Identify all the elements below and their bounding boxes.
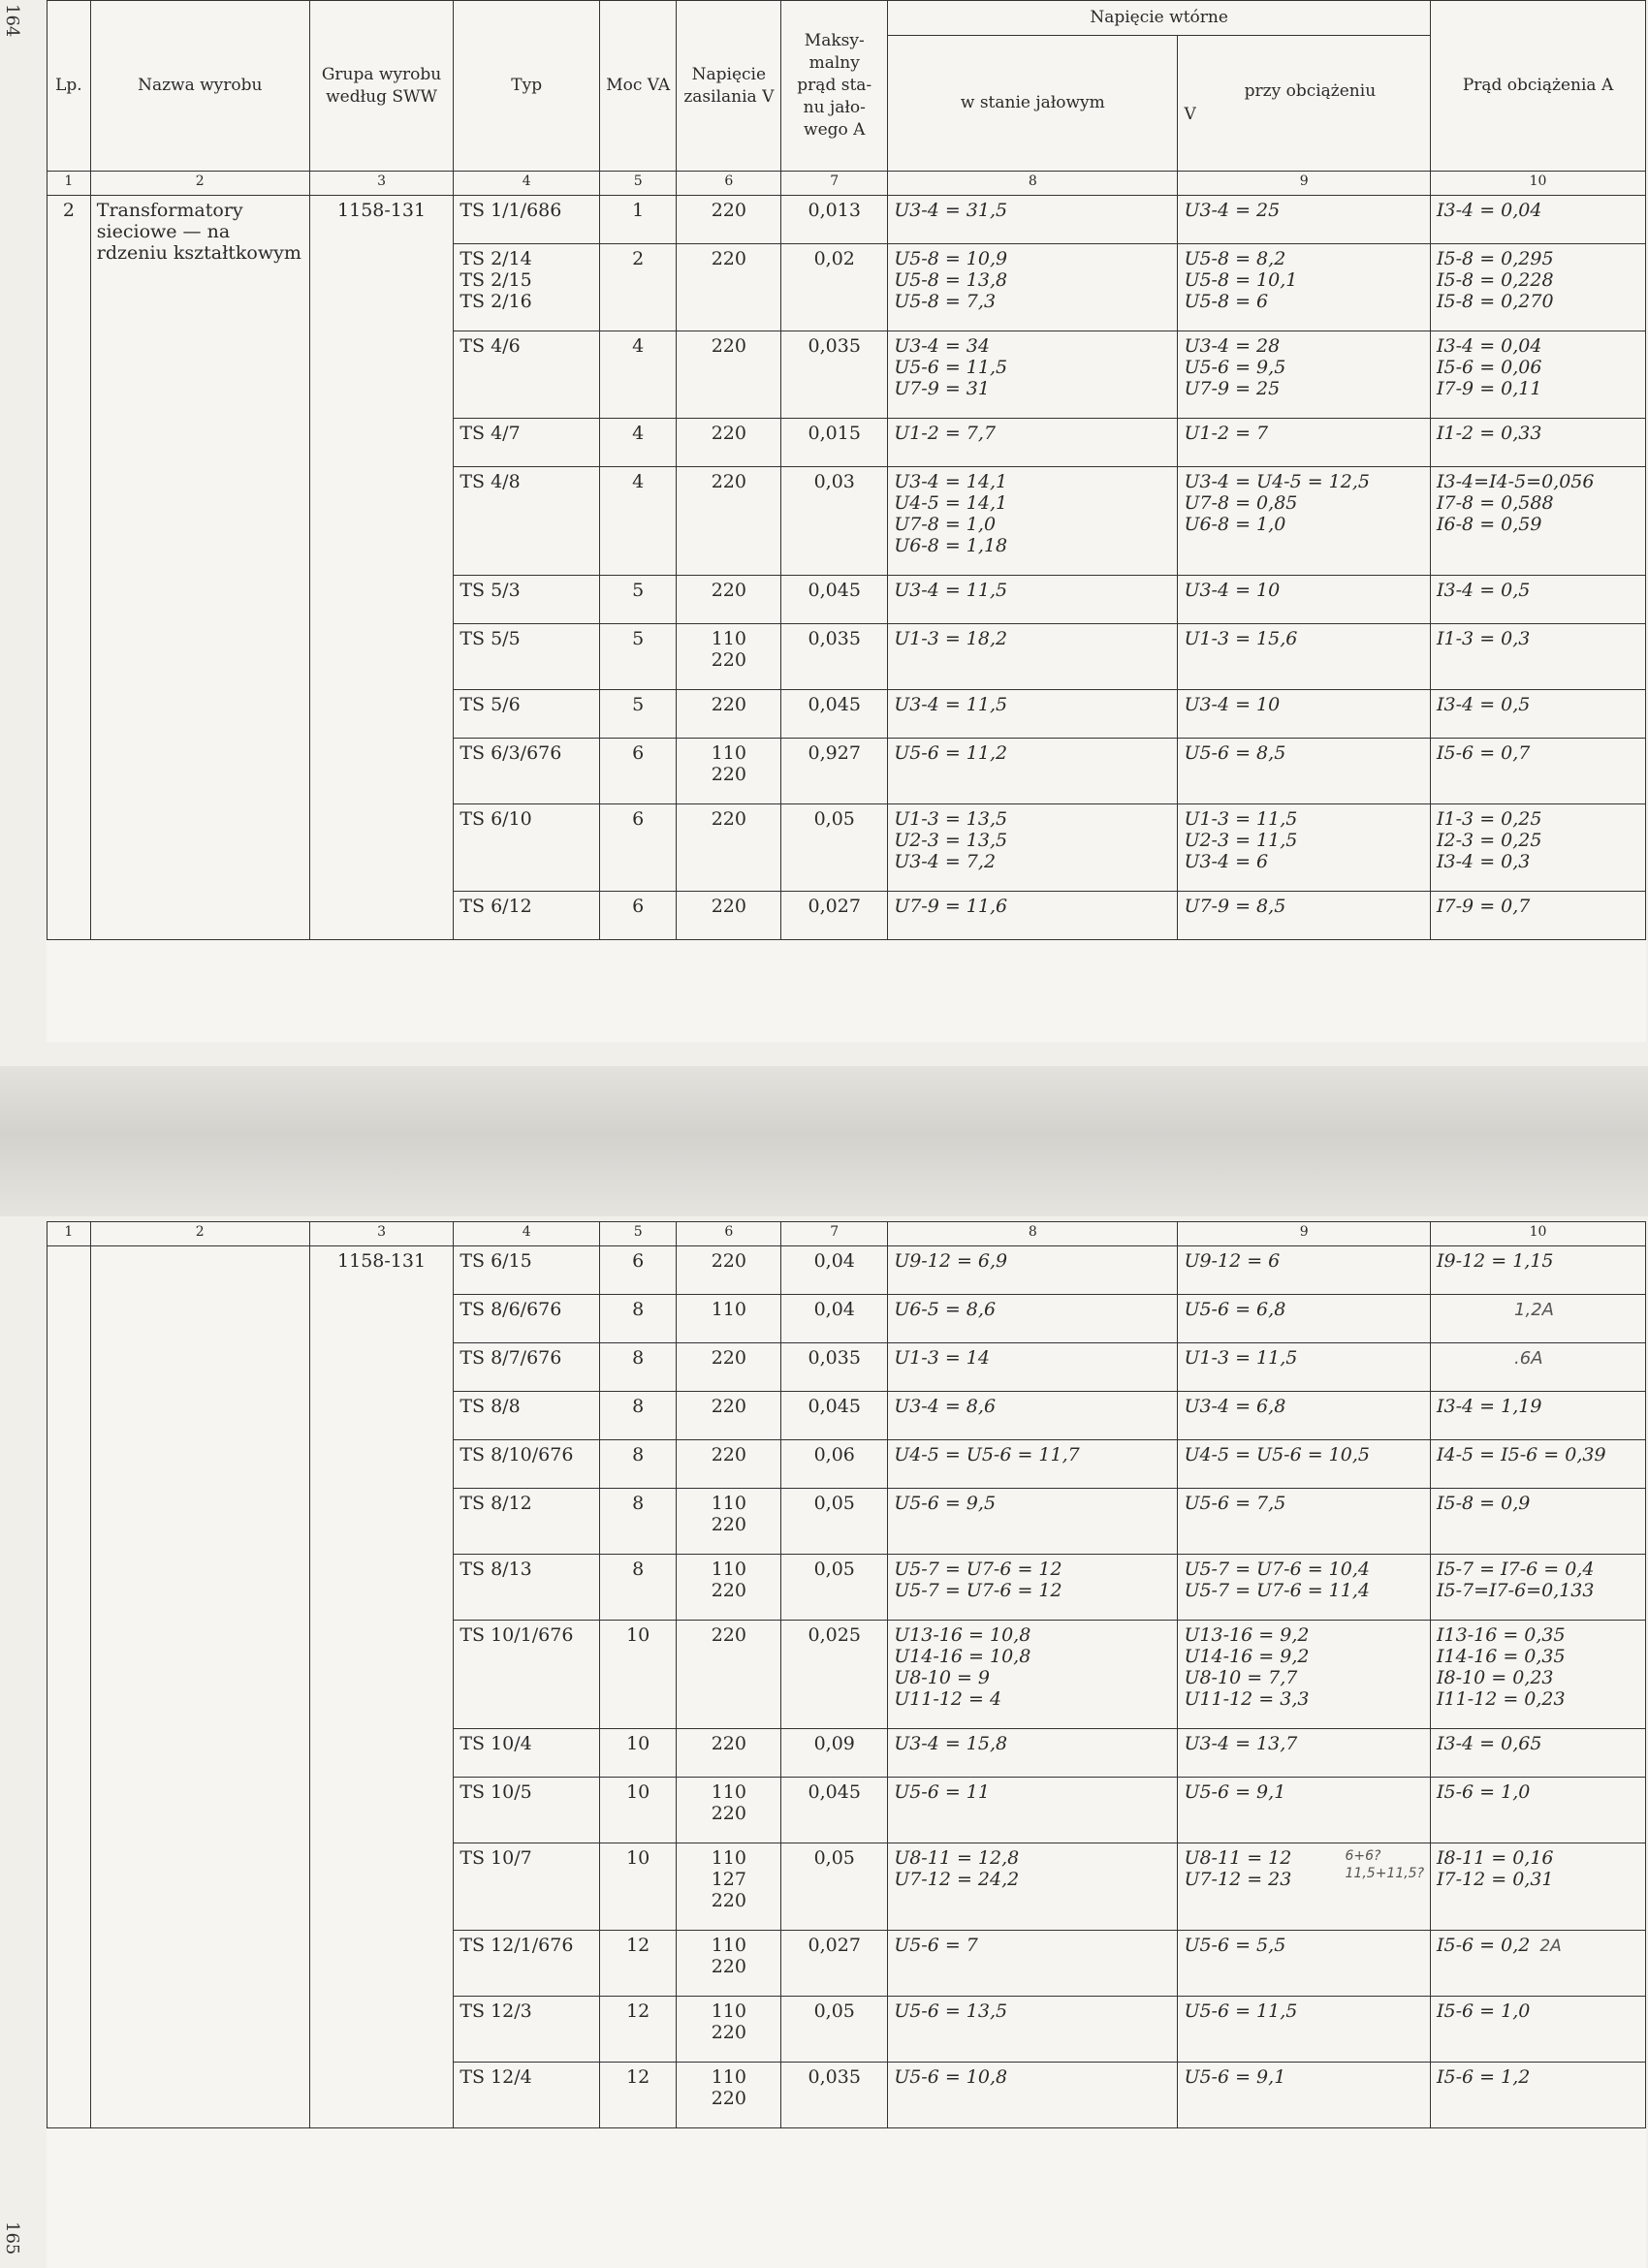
cell-napiecie-jalowe: U5-6 = 7 (888, 1931, 1178, 1997)
cell-moc: 8 (600, 1392, 677, 1440)
napiecie-obciazenie-value: U1-3 = 11,5 (1184, 1347, 1298, 1369)
cell-prad-jalowy: 0,05 (781, 1843, 888, 1931)
cell-prad-jalowy: 0,045 (781, 1392, 888, 1440)
cell-prad-jalowy: 0,045 (781, 690, 888, 739)
cell-prad-obciazenia (1431, 1295, 1646, 1343)
cell-napiecie: 220 (677, 690, 781, 739)
header-przy-obciazeniu: V przy obciążeniu (1178, 36, 1431, 172)
cell-prad-obciazenia (1431, 419, 1646, 467)
prad-obciazenia-value: I3-4 = 1,19 (1437, 1396, 1542, 1417)
cell-napiecie: 220 (677, 196, 781, 244)
napiecie-obciazenie-value: U1-3 = 11,5 U2-3 = 11,5 U3-4 = 6 (1184, 808, 1298, 872)
column-number: 7 (781, 172, 888, 196)
prad-obciazenia-value: I3-4 = 0,5 (1437, 694, 1531, 715)
cell-prad-obciazenia (1431, 1343, 1646, 1392)
cell-prad-jalowy: 0,045 (781, 1778, 888, 1843)
cell-napiecie-obciazenie (1178, 1489, 1431, 1555)
cell-moc: 10 (600, 1843, 677, 1931)
cell-typ: TS 10/7 (454, 1843, 600, 1931)
cell-napiecie: 220 (677, 804, 781, 892)
cell-napiecie-jalowe: U5-7 = U7-6 = 12 U5-7 = U7-6 = 12 (888, 1555, 1178, 1621)
cell-napiecie: 220 (677, 419, 781, 467)
column-number: 5 (600, 172, 677, 196)
cell-prad-obciazenia (1431, 1778, 1646, 1843)
header-nazwa: Nazwa wyrobu (90, 1, 309, 172)
cell-napiecie-obciazenie (1178, 196, 1431, 244)
napiecie-obciazenie-value: U7-9 = 8,5 (1184, 896, 1286, 917)
cell-typ: TS 5/5 (454, 624, 600, 690)
cell-typ: TS 6/10 (454, 804, 600, 892)
cell-napiecie-obciazenie (1178, 1778, 1431, 1843)
cell-napiecie: 110 127 220 (677, 1843, 781, 1931)
cell-napiecie: 110 220 (677, 2063, 781, 2128)
cell-prad-obciazenia (1431, 244, 1646, 331)
cell-moc: 12 (600, 1931, 677, 1997)
cell-napiecie-obciazenie (1178, 2063, 1431, 2128)
cell-typ: TS 4/7 (454, 419, 600, 467)
cell-napiecie-jalowe: U5-8 = 10,9 U5-8 = 13,8 U5-8 = 7,3 (888, 244, 1178, 331)
cell-napiecie-jalowe: U5-6 = 11,2 (888, 739, 1178, 804)
cell-napiecie-obciazenie (1178, 576, 1431, 624)
cell-moc: 4 (600, 331, 677, 419)
cell-prad-obciazenia (1431, 1729, 1646, 1778)
header-prad-obciazenia: Prąd obciążenia A (1431, 1, 1646, 172)
cell-moc: 5 (600, 690, 677, 739)
cell-moc: 12 (600, 2063, 677, 2128)
column-number: 3 (309, 1222, 454, 1246)
table-body-bottom (48, 1246, 1646, 2128)
prad-obciazenia-value: I8-11 = 0,16 I7-12 = 0,31 (1437, 1847, 1554, 1890)
cell-napiecie-obciazenie (1178, 1729, 1431, 1778)
cell-napiecie: 220 (677, 1729, 781, 1778)
handwritten-note: 2A (1539, 1937, 1562, 1956)
cell-prad-jalowy: 0,927 (781, 739, 888, 804)
cell-moc: 4 (600, 419, 677, 467)
cell-prad-jalowy: 0,05 (781, 1489, 888, 1555)
cell-prad-jalowy: 0,013 (781, 196, 888, 244)
cell-prad-obciazenia (1431, 196, 1646, 244)
prad-obciazenia-value: I1-3 = 0,3 (1437, 628, 1531, 649)
prad-obciazenia-value: I13-16 = 0,35 I14-16 = 0,35 I8-10 = 0,23 I11-12 = 0,23 (1437, 1624, 1566, 1710)
cell-typ: TS 8/7/676 (454, 1343, 600, 1392)
cell-napiecie-obciazenie (1178, 690, 1431, 739)
cell-typ: TS 5/6 (454, 690, 600, 739)
cell-napiecie-jalowe: U3-4 = 11,5 (888, 690, 1178, 739)
page-number-bottom: 165 (2, 2221, 22, 2255)
cell-napiecie: 110 220 (677, 739, 781, 804)
napiecie-obciazenie-value: U4-5 = U5-6 = 10,5 (1184, 1444, 1370, 1465)
cell-prad-jalowy: 0,02 (781, 244, 888, 331)
cell-typ: TS 5/3 (454, 576, 600, 624)
cell-napiecie: 110 220 (677, 624, 781, 690)
cell-napiecie-jalowe: U13-16 = 10,8 U14-16 = 10,8 U8-10 = 9 U11-12 = 4 (888, 1621, 1178, 1729)
cell-napiecie-jalowe: U5-6 = 13,5 (888, 1997, 1178, 2063)
cell-prad-jalowy: 0,03 (781, 467, 888, 576)
column-number: 8 (888, 1222, 1178, 1246)
prad-obciazenia-value: I1-2 = 0,33 (1437, 423, 1542, 444)
cell-napiecie: 110 220 (677, 1997, 781, 2063)
header-moc: Moc VA (600, 1, 677, 172)
cell-napiecie: 220 (677, 467, 781, 576)
cell-napiecie-obciazenie (1178, 1997, 1431, 2063)
cell-prad-obciazenia (1431, 1843, 1646, 1931)
column-number: 10 (1431, 172, 1646, 196)
cell-napiecie-jalowe: U1-2 = 7,7 (888, 419, 1178, 467)
cell-typ: TS 1/1/686 (454, 196, 600, 244)
cell-typ: TS 6/12 (454, 892, 600, 940)
cell-nazwa: Transformatory sieciowe — na rdzeniu kształtkowym (90, 196, 309, 940)
prad-obciazenia-value: I1-3 = 0,25 I2-3 = 0,25 I3-4 = 0,3 (1437, 808, 1542, 872)
cell-prad-jalowy: 0,05 (781, 1997, 888, 2063)
cell-prad-obciazenia (1431, 1440, 1646, 1489)
cell-napiecie-jalowe: U5-6 = 10,8 (888, 2063, 1178, 2128)
table-body-top (48, 196, 1646, 940)
cell-typ: TS 8/8 (454, 1392, 600, 1440)
cell-prad-jalowy: 0,035 (781, 624, 888, 690)
handwritten-note: 6+6? 11,5+11,5? (1345, 1848, 1425, 1881)
napiecie-obciazenie-value: U5-7 = U7-6 = 10,4 U5-7 = U7-6 = 11,4 (1184, 1559, 1370, 1601)
page-bottom (47, 1221, 1646, 2268)
cell-napiecie-jalowe: U3-4 = 15,8 (888, 1729, 1178, 1778)
napiecie-obciazenie-value: U5-6 = 8,5 (1184, 742, 1286, 764)
cell-typ: TS 12/1/676 (454, 1931, 600, 1997)
napiecie-obciazenie-value: U3-4 = 10 (1184, 694, 1281, 715)
transformer-table-bottom (47, 1221, 1646, 2128)
napiecie-obciazenie-value: U5-8 = 8,2 U5-8 = 10,1 U5-8 = 6 (1184, 248, 1298, 312)
column-number: 6 (677, 172, 781, 196)
cell-napiecie-jalowe: U1-3 = 18,2 (888, 624, 1178, 690)
cell-napiecie: 220 (677, 892, 781, 940)
cell-moc: 5 (600, 576, 677, 624)
column-number: 7 (781, 1222, 888, 1246)
cell-typ: TS 2/14 TS 2/15 TS 2/16 (454, 244, 600, 331)
cell-prad-jalowy: 0,025 (781, 1621, 888, 1729)
column-number: 6 (677, 1222, 781, 1246)
cell-moc: 10 (600, 1729, 677, 1778)
prad-obciazenia-value: I4-5 = I5-6 = 0,39 (1437, 1444, 1606, 1465)
column-number: 2 (90, 172, 309, 196)
cell-napiecie: 220 (677, 1392, 781, 1440)
cell-prad-jalowy: 0,035 (781, 1343, 888, 1392)
cell-prad-obciazenia (1431, 1489, 1646, 1555)
header-lp: Lp. (48, 1, 91, 172)
cell-moc: 8 (600, 1343, 677, 1392)
cell-moc: 8 (600, 1555, 677, 1621)
cell-napiecie: 220 (677, 1440, 781, 1489)
cell-lp (48, 1246, 91, 2128)
cell-prad-obciazenia (1431, 624, 1646, 690)
cell-napiecie: 110 220 (677, 1931, 781, 1997)
cell-moc: 10 (600, 1778, 677, 1843)
cell-prad-jalowy: 0,045 (781, 576, 888, 624)
cell-prad-obciazenia (1431, 804, 1646, 892)
header-prad-jalowy: Maksy-malny prąd sta-nu jało-wego A (781, 1, 888, 172)
prad-obciazenia-value: I5-6 = 0,2 (1437, 1935, 1531, 1956)
cell-napiecie-obciazenie (1178, 804, 1431, 892)
cell-typ: TS 8/12 (454, 1489, 600, 1555)
cell-napiecie-jalowe: U3-4 = 31,5 (888, 196, 1178, 244)
cell-typ: TS 12/3 (454, 1997, 600, 2063)
cell-napiecie-jalowe: U8-11 = 12,8 U7-12 = 24,2 (888, 1843, 1178, 1931)
header-napiecie: Napięcie zasilania V (677, 1, 781, 172)
cell-moc: 8 (600, 1440, 677, 1489)
cell-napiecie: 110 (677, 1295, 781, 1343)
napiecie-obciazenie-value: U5-6 = 11,5 (1184, 2000, 1298, 2022)
cell-prad-obciazenia (1431, 331, 1646, 419)
cell-typ: TS 6/15 (454, 1246, 600, 1295)
table-row (48, 196, 1646, 244)
cell-moc: 10 (600, 1621, 677, 1729)
table-row (48, 1246, 1646, 1295)
cell-moc: 8 (600, 1295, 677, 1343)
cell-napiecie-obciazenie (1178, 331, 1431, 419)
cell-moc: 6 (600, 892, 677, 940)
cell-prad-jalowy: 0,04 (781, 1295, 888, 1343)
cell-napiecie-jalowe: U4-5 = U5-6 = 11,7 (888, 1440, 1178, 1489)
cell-grupa: 1158-131 (309, 196, 454, 940)
napiecie-obciazenie-value: U3-4 = 6,8 (1184, 1396, 1286, 1417)
prad-obciazenia-value: I5-7 = I7-6 = 0,4 I5-7=I7-6=0,133 (1437, 1559, 1595, 1601)
column-number: 9 (1178, 172, 1431, 196)
header-napiecie-wtorne: Napięcie wtórne (888, 1, 1431, 36)
cell-prad-jalowy: 0,05 (781, 1555, 888, 1621)
prad-obciazenia-value: I5-6 = 1,2 (1437, 2066, 1531, 2088)
cell-prad-jalowy: 0,06 (781, 1440, 888, 1489)
napiecie-obciazenie-value: U5-6 = 9,1 (1184, 2066, 1286, 2088)
cell-napiecie-obciazenie (1178, 1555, 1431, 1621)
prad-obciazenia-value: I3-4 = 0,5 (1437, 580, 1531, 601)
cell-napiecie-obciazenie (1178, 739, 1431, 804)
cell-napiecie-jalowe: U1-3 = 14 (888, 1343, 1178, 1392)
napiecie-obciazenie-value: U3-4 = 28 U5-6 = 9,5 U7-9 = 25 (1184, 335, 1286, 399)
column-number: 1 (48, 172, 91, 196)
cell-napiecie: 220 (677, 1621, 781, 1729)
cell-lp: 2 (48, 196, 91, 940)
cell-napiecie-obciazenie (1178, 467, 1431, 576)
cell-prad-jalowy: 0,027 (781, 1931, 888, 1997)
cell-napiecie-jalowe: U9-12 = 6,9 (888, 1246, 1178, 1295)
napiecie-obciazenie-value: U5-6 = 7,5 (1184, 1493, 1286, 1514)
cell-typ: TS 6/3/676 (454, 739, 600, 804)
prad-obciazenia-value: I5-6 = 1,0 (1437, 1781, 1531, 1803)
cell-prad-obciazenia (1431, 2063, 1646, 2128)
prad-obciazenia-value: I5-8 = 0,295 I5-8 = 0,228 I5-8 = 0,270 (1437, 248, 1554, 312)
napiecie-obciazenie-value: U1-3 = 15,6 (1184, 628, 1298, 649)
napiecie-obciazenie-value: U8-11 = 12 U7-12 = 23 (1184, 1847, 1292, 1890)
cell-moc: 6 (600, 1246, 677, 1295)
prad-obciazenia-value: I3-4 = 0,65 (1437, 1733, 1542, 1754)
prad-obciazenia-value: I3-4 = 0,04 (1437, 200, 1542, 221)
cell-prad-obciazenia (1431, 1931, 1646, 1997)
page-fold (0, 1066, 1648, 1216)
cell-napiecie: 110 220 (677, 1489, 781, 1555)
column-number: 9 (1178, 1222, 1431, 1246)
cell-napiecie-obciazenie (1178, 244, 1431, 331)
napiecie-obciazenie-value: U5-6 = 6,8 (1184, 1299, 1286, 1320)
napiecie-obciazenie-value: U3-4 = 13,7 (1184, 1733, 1298, 1754)
cell-prad-obciazenia (1431, 1555, 1646, 1621)
cell-typ: TS 10/4 (454, 1729, 600, 1778)
column-number: 8 (888, 172, 1178, 196)
cell-napiecie-obciazenie (1178, 624, 1431, 690)
page-top (47, 0, 1646, 1042)
header-typ: Typ (454, 1, 600, 172)
cell-prad-jalowy: 0,09 (781, 1729, 888, 1778)
cell-prad-obciazenia (1431, 690, 1646, 739)
cell-napiecie-obciazenie (1178, 1246, 1431, 1295)
cell-prad-jalowy: 0,035 (781, 2063, 888, 2128)
cell-prad-obciazenia (1431, 467, 1646, 576)
prad-obciazenia-value: I5-6 = 1,0 (1437, 2000, 1531, 2022)
cell-moc: 12 (600, 1997, 677, 2063)
cell-typ: TS 12/4 (454, 2063, 600, 2128)
cell-prad-obciazenia (1431, 1246, 1646, 1295)
cell-prad-jalowy: 0,05 (781, 804, 888, 892)
napiecie-obciazenie-value: U3-4 = 25 (1184, 200, 1281, 221)
cell-typ: TS 4/8 (454, 467, 600, 576)
column-number: 3 (309, 172, 454, 196)
cell-typ: TS 10/5 (454, 1778, 600, 1843)
column-number: 2 (90, 1222, 309, 1246)
prad-obciazenia-value: I5-8 = 0,9 (1437, 1493, 1531, 1514)
column-number-row (48, 172, 1646, 196)
prad-obciazenia-value: I3-4=I4-5=0,056 I7-8 = 0,588 I6-8 = 0,59 (1437, 471, 1595, 535)
column-number: 4 (454, 1222, 600, 1246)
cell-napiecie-obciazenie (1178, 892, 1431, 940)
cell-moc: 5 (600, 624, 677, 690)
cell-napiecie-jalowe: U3-4 = 11,5 (888, 576, 1178, 624)
cell-napiecie-obciazenie (1178, 419, 1431, 467)
column-number-row (48, 1222, 1646, 1246)
cell-typ: TS 8/13 (454, 1555, 600, 1621)
header-unit-v: V (1184, 105, 1196, 125)
prad-obciazenia-value: I3-4 = 0,04 I5-6 = 0,06 I7-9 = 0,11 (1437, 335, 1542, 399)
cell-prad-obciazenia (1431, 739, 1646, 804)
cell-typ: TS 8/10/676 (454, 1440, 600, 1489)
napiecie-obciazenie-value: U1-2 = 7 (1184, 423, 1269, 444)
cell-prad-obciazenia (1431, 1392, 1646, 1440)
cell-typ: TS 4/6 (454, 331, 600, 419)
cell-prad-obciazenia (1431, 1621, 1646, 1729)
cell-typ: TS 10/1/676 (454, 1621, 600, 1729)
napiecie-obciazenie-value: U9-12 = 6 (1184, 1250, 1281, 1272)
cell-prad-jalowy: 0,015 (781, 419, 888, 467)
cell-napiecie-jalowe: U3-4 = 14,1 U4-5 = 14,1 U7-8 = 1,0 U6-8 = 1,18 (888, 467, 1178, 576)
cell-napiecie-obciazenie (1178, 1931, 1431, 1997)
cell-napiecie-jalowe: U6-5 = 8,6 (888, 1295, 1178, 1343)
cell-moc: 2 (600, 244, 677, 331)
napiecie-obciazenie-value: U3-4 = U4-5 = 12,5 U7-8 = 0,85 U6-8 = 1,0 (1184, 471, 1370, 535)
cell-napiecie-obciazenie (1178, 1440, 1431, 1489)
cell-prad-obciazenia (1431, 576, 1646, 624)
column-number: 5 (600, 1222, 677, 1246)
cell-napiecie-jalowe: U3-4 = 8,6 (888, 1392, 1178, 1440)
cell-moc: 8 (600, 1489, 677, 1555)
cell-napiecie-jalowe: U1-3 = 13,5 U2-3 = 13,5 U3-4 = 7,2 (888, 804, 1178, 892)
handwritten-note: .6A (1514, 1348, 1543, 1369)
cell-moc: 6 (600, 739, 677, 804)
cell-moc: 6 (600, 804, 677, 892)
prad-obciazenia-value: I5-6 = 0,7 (1437, 742, 1531, 764)
header-grupa: Grupa wyrobu według SWW (309, 1, 454, 172)
cell-moc: 1 (600, 196, 677, 244)
cell-napiecie-jalowe: U7-9 = 11,6 (888, 892, 1178, 940)
cell-napiecie: 220 (677, 1246, 781, 1295)
cell-napiecie-obciazenie (1178, 1843, 1431, 1931)
cell-napiecie-jalowe: U5-6 = 11 (888, 1778, 1178, 1843)
cell-napiecie-jalowe: U3-4 = 34 U5-6 = 11,5 U7-9 = 31 (888, 331, 1178, 419)
header-w-stanie-jalowym: w stanie jałowym (888, 36, 1178, 172)
cell-napiecie: 220 (677, 1343, 781, 1392)
cell-typ: TS 8/6/676 (454, 1295, 600, 1343)
cell-prad-jalowy: 0,04 (781, 1246, 888, 1295)
prad-obciazenia-value: I9-12 = 1,15 (1437, 1250, 1554, 1272)
cell-napiecie-obciazenie (1178, 1295, 1431, 1343)
napiecie-obciazenie-value: U3-4 = 10 (1184, 580, 1281, 601)
cell-prad-obciazenia (1431, 1997, 1646, 2063)
cell-moc: 4 (600, 467, 677, 576)
cell-napiecie: 110 220 (677, 1555, 781, 1621)
prad-obciazenia-value: I7-9 = 0,7 (1437, 896, 1531, 917)
column-number: 1 (48, 1222, 91, 1246)
cell-prad-jalowy: 0,027 (781, 892, 888, 940)
cell-grupa: 1158-131 (309, 1246, 454, 2128)
handwritten-note: 1,2A (1514, 1300, 1554, 1320)
cell-napiecie: 220 (677, 331, 781, 419)
cell-napiecie-obciazenie (1178, 1343, 1431, 1392)
cell-napiecie-obciazenie (1178, 1621, 1431, 1729)
cell-prad-obciazenia (1431, 892, 1646, 940)
column-number: 4 (454, 172, 600, 196)
transformer-table-top (47, 0, 1646, 940)
page-number-top: 164 (2, 4, 22, 38)
column-number: 10 (1431, 1222, 1646, 1246)
cell-napiecie: 110 220 (677, 1778, 781, 1843)
napiecie-obciazenie-value: U13-16 = 9,2 U14-16 = 9,2 U8-10 = 7,7 U11-12 = 3,3 (1184, 1624, 1310, 1710)
cell-napiecie: 220 (677, 244, 781, 331)
cell-nazwa (90, 1246, 309, 2128)
cell-prad-jalowy: 0,035 (781, 331, 888, 419)
cell-napiecie-jalowe: U5-6 = 9,5 (888, 1489, 1178, 1555)
napiecie-obciazenie-value: U5-6 = 9,1 (1184, 1781, 1286, 1803)
cell-napiecie-obciazenie (1178, 1392, 1431, 1440)
napiecie-obciazenie-value: U5-6 = 5,5 (1184, 1935, 1286, 1956)
cell-napiecie: 220 (677, 576, 781, 624)
